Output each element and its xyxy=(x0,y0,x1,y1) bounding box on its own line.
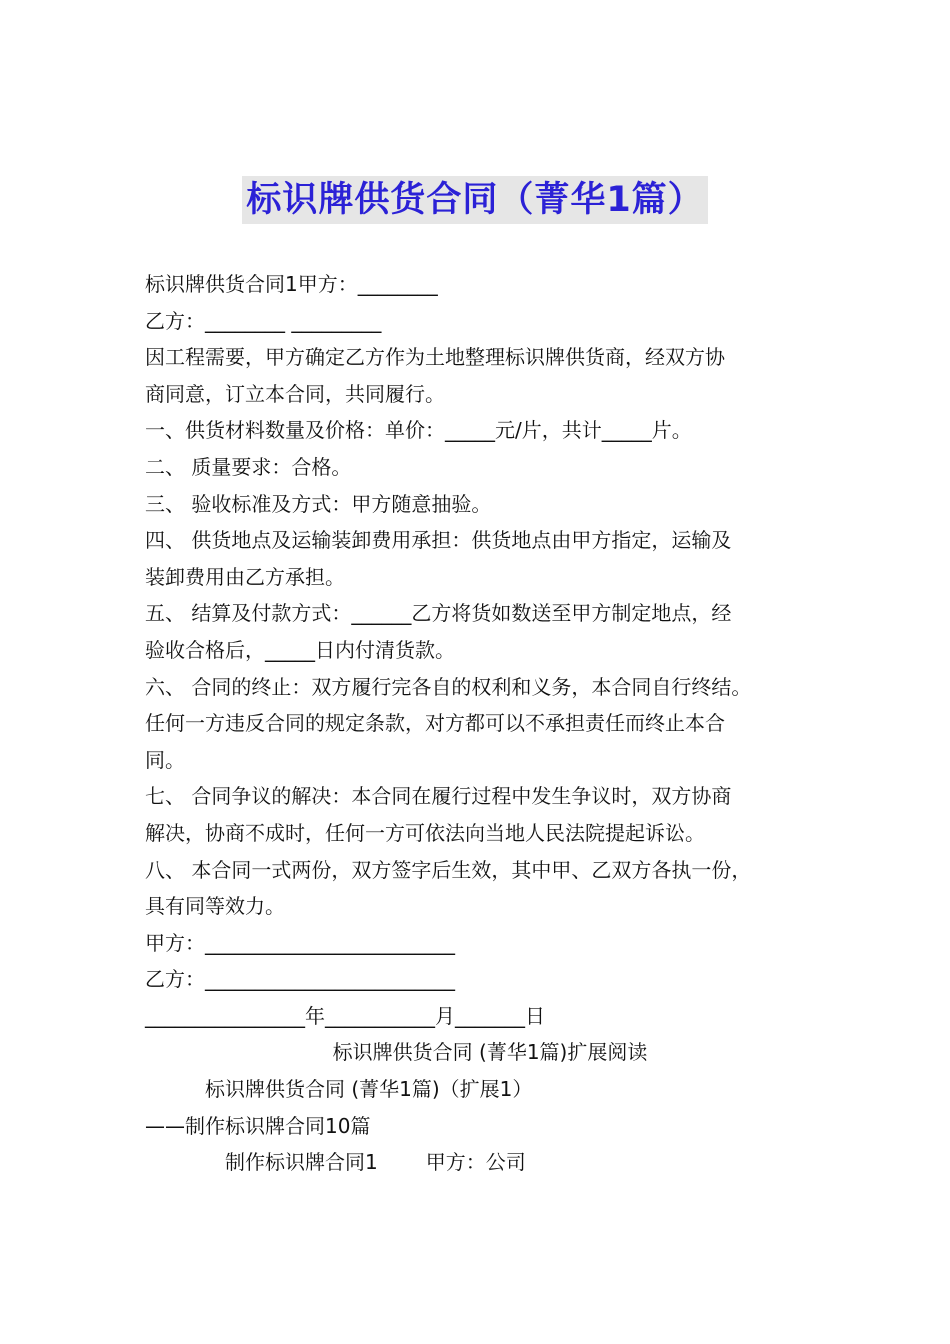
date-line: ________________年___________月_______日 xyxy=(145,1003,545,1028)
text-line: 同。 xyxy=(145,747,185,772)
document-body xyxy=(145,266,835,1181)
text-line: 标识牌供货合同1甲方：________ xyxy=(145,272,438,296)
text-line: 八、 本合同一式两份，双方签字后生效，其中甲、乙双方各执一份， xyxy=(145,857,752,882)
text-line: 乙方：________ _________ xyxy=(145,308,382,333)
text-line: 一、供货材料数量及价格：单价：_____元/片，共计_____片。 xyxy=(145,418,692,443)
text-line: 任何一方违反合同的规定条款，对方都可以不承担责任而终止本合 xyxy=(145,711,725,736)
contract-header-line xyxy=(145,1144,835,1181)
document-title: 标识牌供货合同（菁华1篇） xyxy=(242,176,707,224)
text-line: 因工程需要，甲方确定乙方作为土地整理标识牌供货商，经双方协 xyxy=(145,345,725,370)
extended-reading-heading: 标识牌供货合同 (菁华1篇)扩展阅读 xyxy=(332,1040,648,1065)
text-line: 具有同等效力。 xyxy=(145,894,285,919)
extended-reading-subheading: 标识牌供货合同 (菁华1篇)（扩展1） xyxy=(205,1077,533,1102)
signature-line-party-a: 甲方：_________________________ xyxy=(145,930,455,955)
text-line: 七、 合同争议的解决：本合同在履行过程中发生争议时，双方协商 xyxy=(145,784,732,809)
contract-label: 制作标识牌合同1 xyxy=(225,1150,378,1175)
text-line: 三、 验收标准及方式：甲方随意抽验。 xyxy=(145,491,492,516)
party-a-label: 甲方：公司 xyxy=(425,1150,526,1175)
signature-line-party-b: 乙方：_________________________ xyxy=(145,967,455,992)
text-line: 解决，协商不成时，任何一方可依法向当地人民法院提起诉讼。 xyxy=(145,820,705,845)
text-line: 验收合格后，_____日内付清货款。 xyxy=(145,637,455,662)
text-line: 二、 质量要求：合格。 xyxy=(145,454,352,479)
text-line: 装卸费用由乙方承担。 xyxy=(145,564,345,589)
text-line: 六、 合同的终止：双方履行完各自的权利和义务，本合同自行终结。 xyxy=(145,674,752,699)
text-line: 四、 供货地点及运输装卸费用承担：供货地点由甲方指定，运输及 xyxy=(145,528,732,553)
title-container xyxy=(0,176,950,224)
extended-series-title: ——制作标识牌合同10篇 xyxy=(145,1113,371,1138)
text-line: 五、 结算及付款方式：______乙方将货如数送至甲方制定地点，经 xyxy=(145,601,732,626)
text-line: 商同意，订立本合同，共同履行。 xyxy=(145,381,445,406)
